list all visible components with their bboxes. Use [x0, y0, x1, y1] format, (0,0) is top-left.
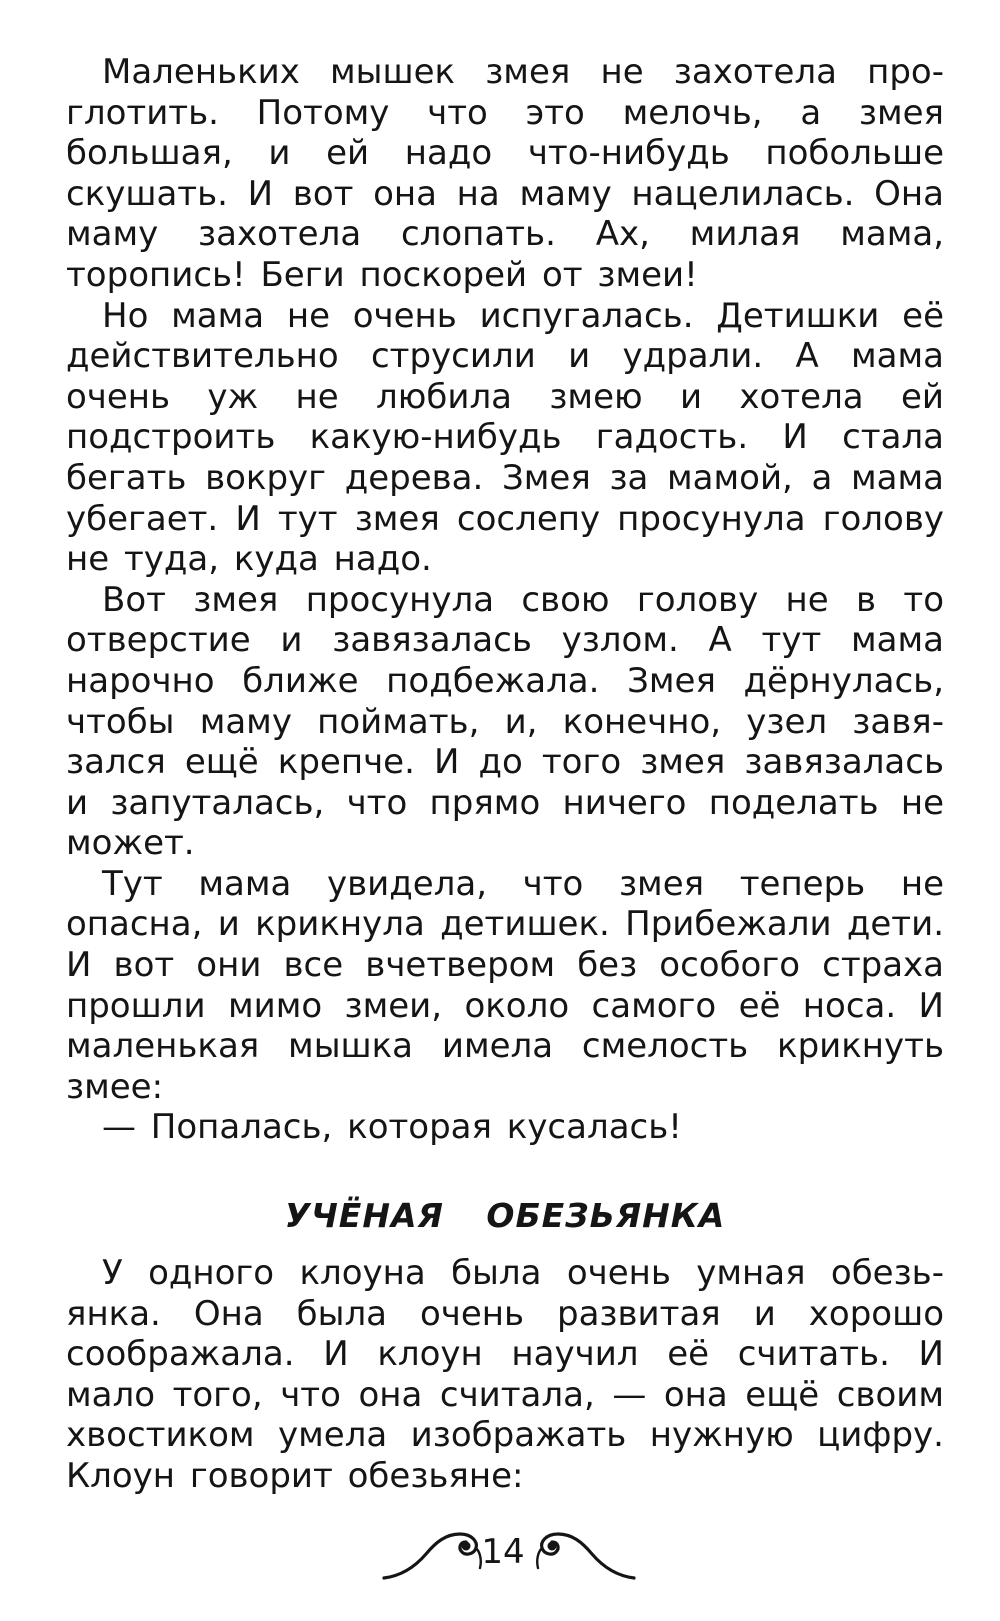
- paragraph: У одного клоуна была очень умная обезьянка. Она была очень развитая и хорошо соображала. И клоун научил её считать. И мало того, что она считала, — она ещё своим хвостиком умела изображать нужную цифру. Клоун говорит обезьяне:: [66, 1253, 944, 1496]
- section-heading: УЧЁНАЯ ОБЕЗЬЯНКА: [284, 1196, 726, 1236]
- page-footer: [0, 1522, 1000, 1586]
- paragraph: Но мама не очень испугалась. Детишки её действительно струсили и удрали. А мама очень уж не любила змею и хотела ей подстроить какую-нибудь гадость. И стала бегать вокруг дерева. Змея за мамой, а мама убегает. И тут змея сослепу просунула голову не туда, куда надо.: [66, 295, 944, 580]
- paragraph: Тут мама увидела, что змея теперь не опасна, и крикнула детишек. Прибежали дети. И вот они все вчетвером без особого страха прошли мимо змеи, около самого её носа. И маленькая мышка имела смелость крикнуть змее:: [66, 863, 944, 1107]
- paragraph: Вот змея просунула свою голову не в то отверстие и завязалась узлом. А тут мама нарочно ближе подбежала. Змея дёрнулась, чтобы маму поймать, и, конечно, узел завязался ещё крепче. И до того змея завязалась и запуталась, что прямо ничего поделать не может.: [66, 579, 944, 864]
- paragraph: Маленьких мышек змея не захотела проглотить. Потому что это мелочь, а змея большая, и ей надо что-нибудь побольше скушать. И вот она на маму нацелилась. Она маму захотела слопать. Ах, милая мама, торопись! Беги поскорей от змеи!: [66, 52, 944, 295]
- swirl-right-icon: [528, 1522, 638, 1586]
- swirl-left-icon: [380, 1522, 490, 1586]
- page-body: [66, 52, 944, 1497]
- page-number: 14: [481, 1532, 525, 1572]
- dialogue-line: — Попалась, которая кусалась!: [102, 1107, 682, 1148]
